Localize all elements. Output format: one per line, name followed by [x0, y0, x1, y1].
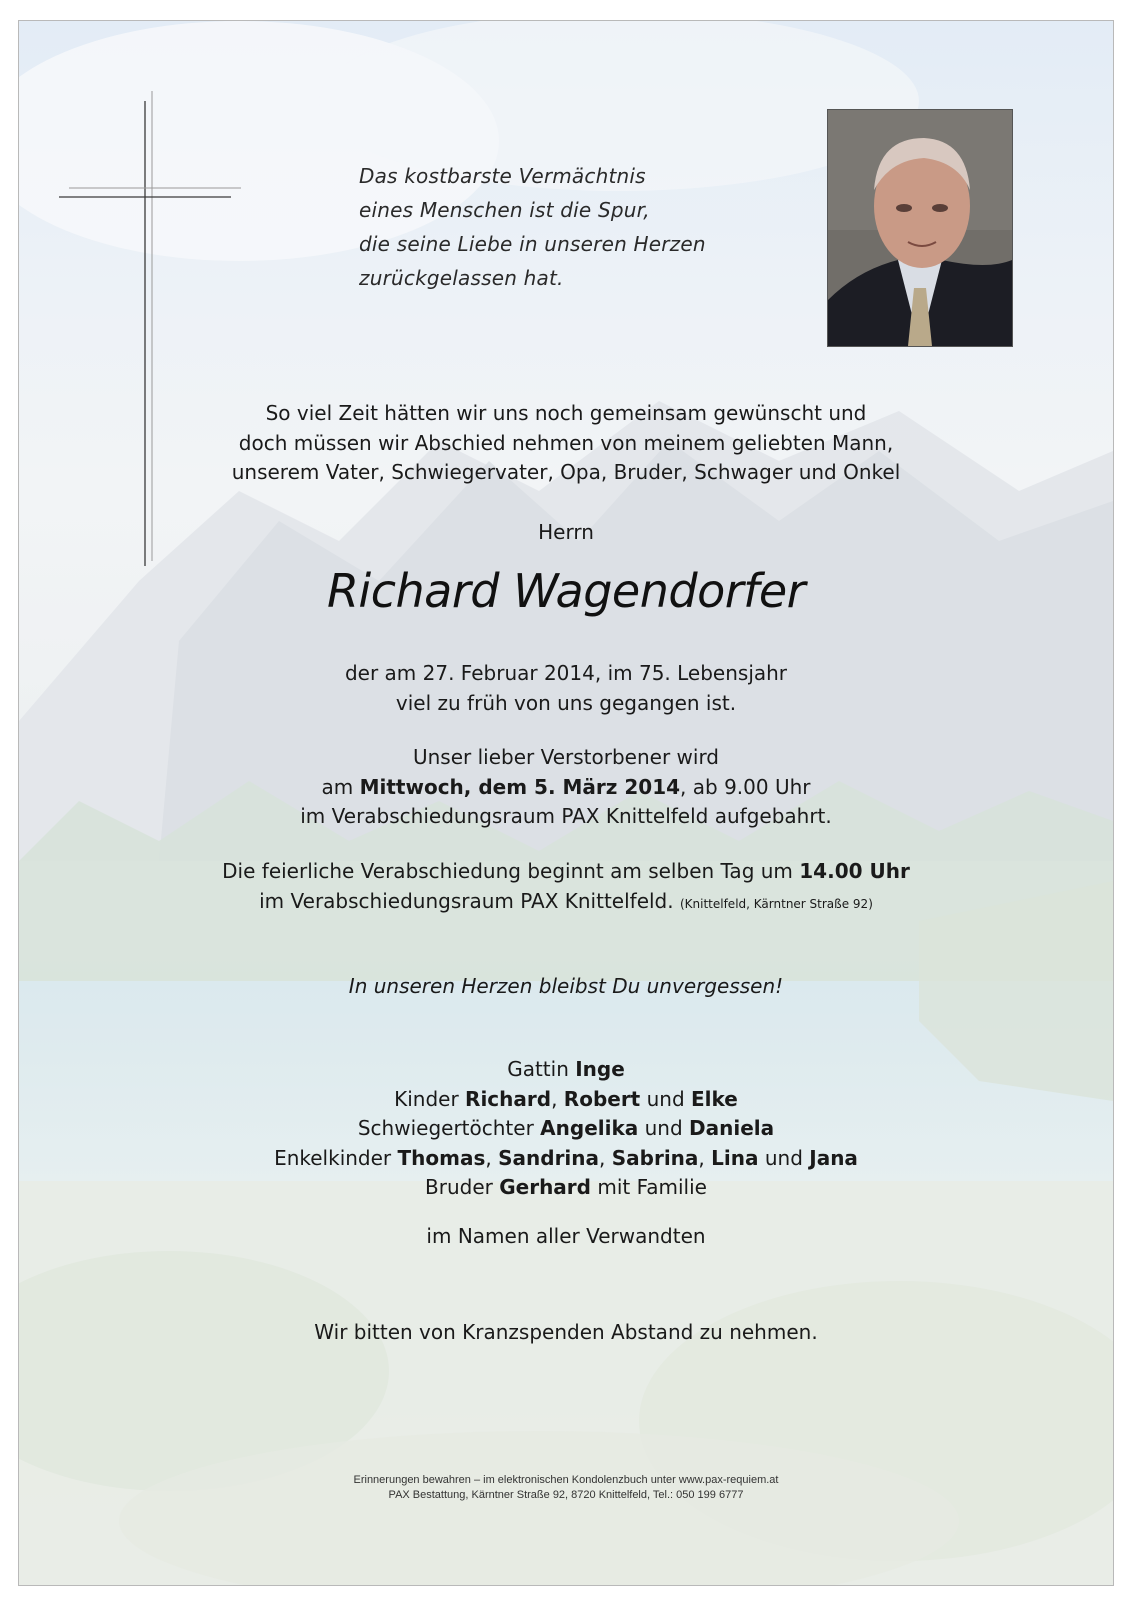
portrait-photo: [827, 109, 1013, 347]
viewing-line: im Verabschiedungsraum PAX Knittelfeld aufgebahrt.: [300, 804, 832, 828]
deceased-name: Richard Wagendorfer: [326, 564, 806, 618]
ceremony-info: [19, 857, 1113, 919]
viewing-pre: am: [321, 774, 360, 799]
quote-line: eines Menschen ist die Spur,: [359, 198, 650, 222]
motto: In unseren Herzen bleibst Du unvergessen!: [348, 974, 784, 998]
family-name: Robert: [563, 1086, 641, 1111]
ceremony-time-line: [19, 857, 1113, 887]
viewing-date-line: [19, 773, 1113, 803]
family-conjunction: und: [644, 1116, 683, 1140]
family-name: Sabrina: [611, 1145, 699, 1170]
intro-line: doch müssen wir Abschied nehmen von meinem geliebten Mann,: [238, 430, 894, 455]
ceremony-address: (Knittelfeld, Kärntner Straße 92): [679, 896, 873, 911]
quote-line: die seine Liebe in unseren Herzen: [359, 232, 706, 256]
memorial-quote: [359, 159, 779, 295]
family-label: Schwiegertöchter: [357, 1116, 534, 1140]
death-notice: [19, 659, 1113, 718]
family-name: Daniela: [689, 1116, 775, 1140]
ceremony-place-line: [19, 887, 1113, 920]
family-label: Kinder: [394, 1086, 459, 1111]
footer: [19, 1473, 1113, 1503]
family-list: [19, 1055, 1113, 1203]
footer-line: Erinnerungen bewahren – im elektronischen Kondolenzbuch unter www.pax-requiem.at: [353, 1474, 779, 1486]
salutation: Herrn: [538, 520, 594, 544]
intro-line: unserem Vater, Schwiegervater, Opa, Bruder, Schwager und Onkel: [231, 460, 901, 484]
viewing-line: Unser lieber Verstorbener wird: [412, 745, 720, 769]
family-line-inlaws: [19, 1114, 1113, 1144]
wreath-note: Wir bitten von Kranzspenden Abstand zu nehmen.: [314, 1320, 818, 1344]
family-conjunction: und: [646, 1086, 685, 1111]
on-behalf-line: im Namen aller Verwandten: [426, 1224, 706, 1248]
family-name: Inge: [575, 1057, 625, 1081]
quote-line: Das kostbarste Vermächtnis: [359, 164, 646, 188]
family-name: Lina: [711, 1145, 759, 1170]
family-label: Gattin: [507, 1057, 569, 1081]
family-line-wife: [19, 1055, 1113, 1085]
viewing-date: Mittwoch, dem 5. März 2014: [359, 774, 681, 799]
ceremony-place: im Verabschiedungsraum PAX Knittelfeld.: [259, 888, 674, 913]
ceremony-time: 14.00 Uhr: [799, 859, 910, 883]
family-name: Gerhard: [499, 1175, 591, 1199]
family-name: Angelika: [540, 1116, 639, 1140]
family-conjunction: und: [764, 1145, 803, 1170]
death-line: der am 27. Februar 2014, im 75. Lebensjahr: [344, 661, 788, 685]
family-name: Jana: [809, 1145, 858, 1170]
family-name: Richard: [465, 1086, 552, 1111]
family-label: Enkelkinder: [274, 1145, 392, 1170]
family-name: Elke: [691, 1086, 738, 1111]
intro-line: So viel Zeit hätten wir uns noch gemeinsam gewünscht und: [265, 401, 867, 425]
intro-paragraph: [19, 399, 1113, 488]
quote-line: zurückgelassen hat.: [359, 266, 564, 290]
death-line: viel zu früh von uns gegangen ist.: [395, 690, 737, 715]
family-label: Bruder: [425, 1175, 493, 1199]
family-line-brother: [19, 1173, 1113, 1203]
family-line-children: Kinder Richard, Robert und Elke: [394, 1086, 738, 1111]
family-line-grandchildren: Enkelkinder Thomas, Sandrina, Sabrina, Lina und Jana: [274, 1145, 858, 1170]
ceremony-pre: Die feierliche Verabschiedung beginnt am selben Tag um: [222, 859, 800, 883]
obituary-page: [18, 20, 1114, 1586]
family-suffix: mit Familie: [597, 1175, 707, 1199]
viewing-info: [19, 743, 1113, 832]
family-name: Thomas: [397, 1145, 486, 1170]
viewing-time: , ab 9.00 Uhr: [680, 774, 811, 799]
family-name: Sandrina: [498, 1145, 600, 1170]
footer-line: PAX Bestattung, Kärntner Straße 92, 8720 Knittelfeld, Tel.: 050 199 6777: [388, 1489, 744, 1501]
